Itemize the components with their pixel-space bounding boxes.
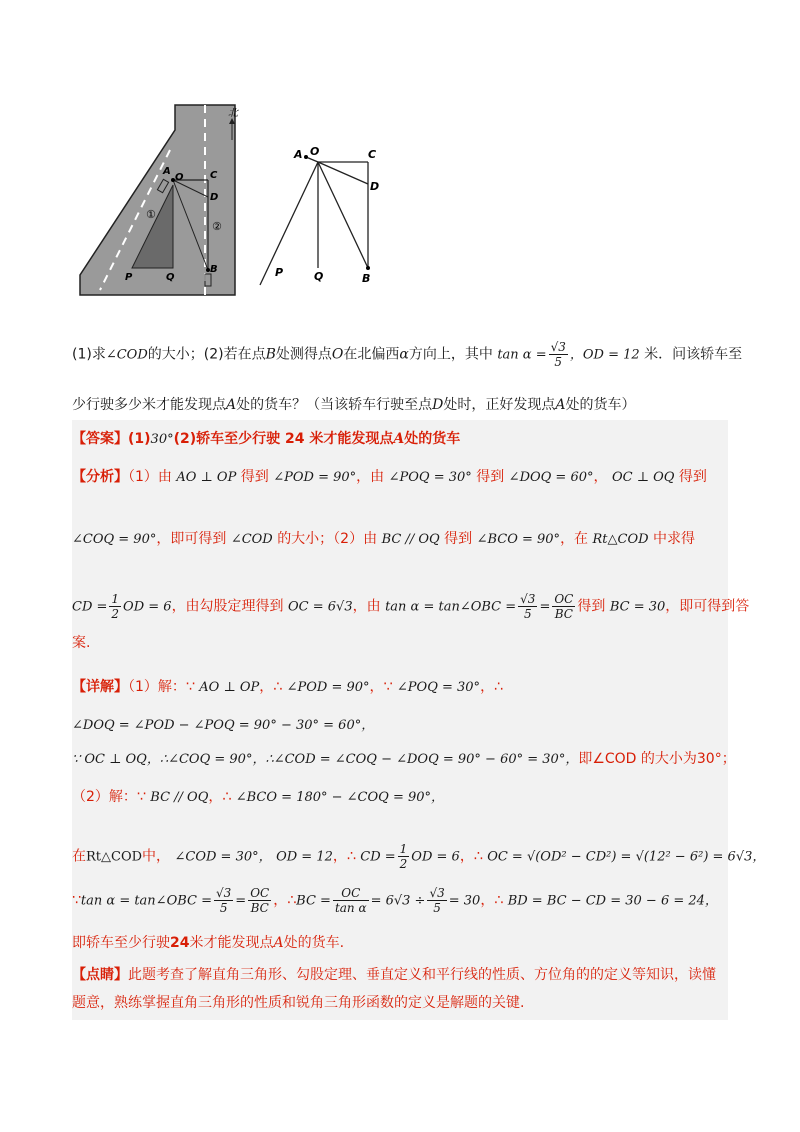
analysis-line-3: CD = $\frac{1}{2}$ OD = 6，由勾股定理得到 OC = 6√3，由 tan α = tan∠OBC = $\frac{√3}{5}$ = $\frac{OC}{BC}$ 得到 BC = 30，即可得到答 (72, 592, 750, 621)
detail-line-1: 【详解】（1）解：∵ AO ⊥ OP，∴ ∠POD = 90°，∵ ∠POQ = 30°，∴ (72, 679, 503, 695)
analysis-line-4: 案. (72, 635, 91, 651)
geometry-figure (70, 100, 390, 305)
svg-text:A: A (163, 166, 171, 177)
north-label: 北 (228, 108, 238, 119)
svg-text:O: O (310, 145, 320, 158)
svg-text:Q: Q (166, 272, 175, 283)
comment-line-1: 【点睛】此题考查了解直角三角形、勾股定理、垂直定义和平行线的性质、方位角的的定义等知识，读懂 (72, 967, 716, 983)
svg-text:②: ② (212, 220, 222, 233)
svg-text:D: D (370, 180, 380, 193)
detail-line-2: ∠DOQ = ∠POD − ∠POQ = 90° − 30° = 60°， (72, 718, 375, 733)
svg-text:C: C (210, 170, 218, 181)
svg-text:C: C (368, 148, 377, 161)
detail-line-5: 在Rt△COD中， ∠COD = 30°， OD = 12，∴ CD = $\frac{1}{2}$ OD = 6，∴ OC = √(OD² − CD²) = √(12² − 6²) = 6√3， (72, 842, 766, 871)
svg-text:B: B (210, 264, 218, 275)
detail-line-7: 即轿车至少行驶24米才能发现点A处的货车. (72, 935, 345, 951)
svg-text:Q: Q (314, 270, 324, 283)
detail-line-6: ∵tan α = tan∠OBC = $\frac{√3}{5}$ = $\frac{OC}{BC}$ ，∴BC = $\frac{OC}{\text{tan α}}$ = 6√3 ÷ $\frac{√3}{5}$ = 30，∴ BD = BC − CD = 30 − 6 = 24， (72, 886, 718, 915)
detail-line-3: ∵ OC ⊥ OQ，∴∠COQ = 90°，∴∠COD = ∠COQ − ∠DOQ = 90° − 60° = 30°，即∠COD 的大小为30°； (72, 751, 736, 767)
question-line-2: 少行驶多少米才能发现点A处的货车？（当该轿车行驶至点D处时，正好发现点A处的货车） (72, 397, 636, 413)
svg-text:P: P (125, 272, 133, 283)
svg-text:P: P (275, 266, 284, 279)
analysis-line-1: 【分析】（1）由 AO ⊥ OP 得到 ∠POD = 90°，由 ∠POQ = 30° 得到 ∠DOQ = 60°， OC ⊥ OQ 得到 (72, 469, 707, 485)
detail-line-4: （2）解：∵ BC // OQ，∴ ∠BCO = 180° − ∠COQ = 90°， (72, 789, 445, 805)
road-diagram (80, 105, 239, 295)
svg-text:O: O (175, 172, 184, 183)
question-line-1: (1)求∠COD的大小；(2)若在点B处测得点O在北偏西α方向上，其中 tan α = $\frac{√3}{5}$ ，OD = 12 米．问该轿车至 (72, 340, 743, 369)
svg-text:D: D (210, 192, 219, 203)
analysis-line-2: ∠COQ = 90°，即可得到 ∠COD 的大小；（2）由 BC // OQ 得到 ∠BCO = 90°，在 Rt△COD 中求得 (72, 531, 696, 547)
svg-text:①: ① (146, 208, 156, 221)
abstract-diagram (260, 145, 379, 285)
comment-line-2: 题意，熟练掌握直角三角形的性质和锐角三角形函数的定义是解题的关键. (72, 995, 525, 1011)
svg-text:A: A (294, 148, 303, 161)
svg-text:B: B (362, 272, 371, 285)
answer-line: 【答案】(1)30°(2)轿车至少行驶 24 米才能发现点A处的货车 (72, 431, 461, 447)
